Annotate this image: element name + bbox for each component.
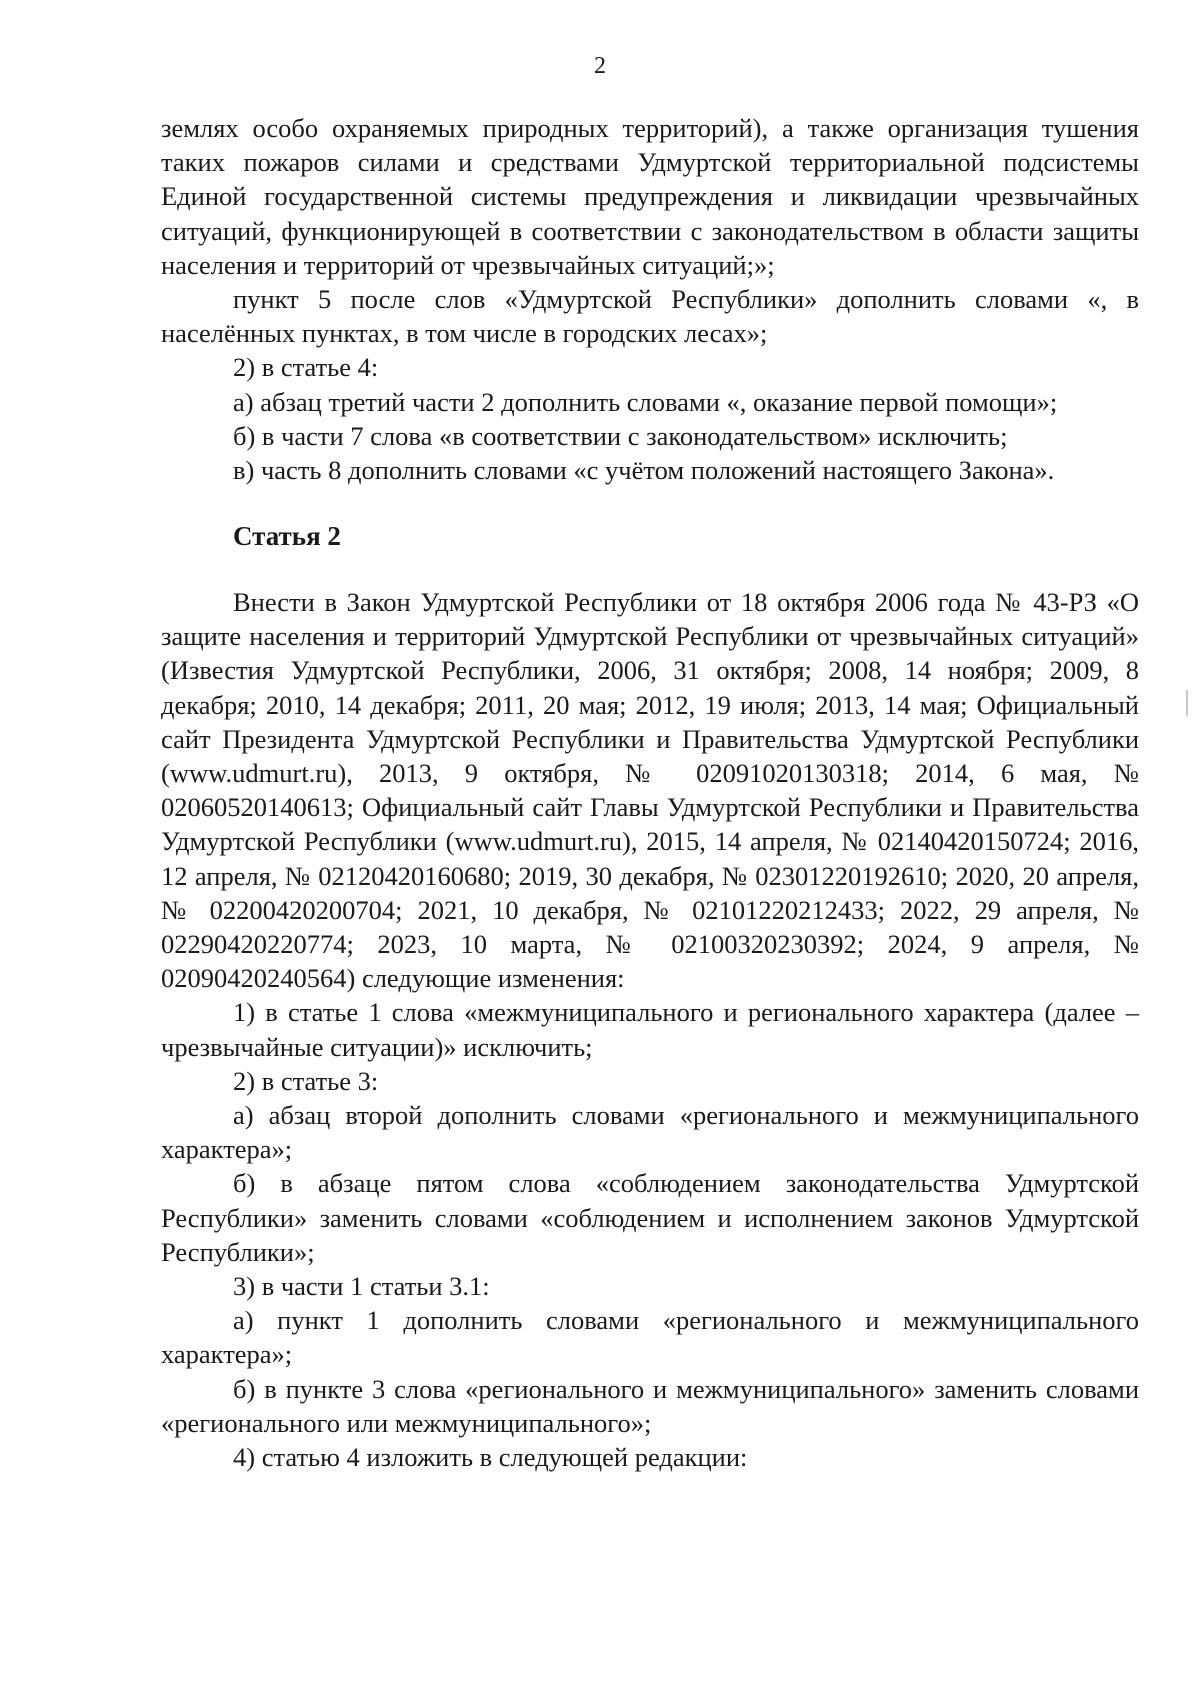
paragraph: б) в абзаце пятом слова «соблюдением законодательства Удмуртской Республики» заменить словами «соблюдением и исполнением законов Удмуртской Республики»; bbox=[161, 1168, 1139, 1267]
paragraph: 2) в статье 3: bbox=[233, 1065, 379, 1096]
paragraph: пункт 5 после слов «Удмуртской Республики» дополнить словами «, в населённых пунктах, в том числе в городских лесах»; bbox=[161, 284, 1139, 349]
paragraph: 4) статью 4 изложить в следующей редакции: bbox=[233, 1442, 748, 1473]
page-number: 2 bbox=[594, 53, 606, 79]
paragraph: б) в пункте 3 слова «регионального и межмуниципального» заменить словами «регионального или межмуниципального»; bbox=[161, 1373, 1139, 1438]
paragraph: б) в части 7 слова «в соответствии с законодательством» исключить; bbox=[233, 420, 1008, 451]
article-2-body bbox=[161, 585, 1139, 1474]
scan-artifact-mark bbox=[1186, 690, 1188, 716]
paragraph: а) абзац третий части 2 дополнить словами «, оказание первой помощи»; bbox=[233, 386, 1058, 417]
paragraph: Внести в Закон Удмуртской Республики от 18 октября 2006 года № 43-РЗ «О защите населения и территорий Удмуртской Республики от чрезвычайных ситуаций» (Известия Удмуртской Республики, 2006, 31 октября; 2008, 14 ноября; 2009, 8 декабря; 2010, 14 декабря; 2011, 20 мая; 2012, 19 июля; 2013, 14 мая; Официальный сайт Президента Удмуртской Республики и Правительства Удмуртской Республики (www.udmurt.ru), 2013, 9 октября, № 02091020130318; 2014, 6 мая, № 02060520140613; Официальный сайт Главы Удмуртской Республики и Правительства Удмуртской Республики (www.udmurt.ru), 2015, 14 апреля, № 02140420150724; 2016, 12 апреля, № 02120420160680; 2019, 30 декабря, № 02301220192610; 2020, 20 апреля, № 02200420200704; 2021, 10 декабря, № 02101220212433; 2022, 29 апреля, № 02290420220774; 2023, 10 марта, № 02100320230392; 2024, 9 апреля, № 02090420240564) следующие изменения: bbox=[161, 587, 1139, 994]
paragraph: 2) в статье 4: bbox=[233, 352, 379, 383]
article-heading: Статья 2 bbox=[233, 521, 341, 551]
article-1-continuation bbox=[161, 111, 1139, 487]
paragraph: в) часть 8 дополнить словами «с учётом положений настоящего Закона». bbox=[233, 455, 1055, 486]
paragraph: 3) в части 1 статьи 3.1: bbox=[233, 1271, 490, 1302]
paragraph: а) абзац второй дополнить словами «регионального и межмуниципального характера»; bbox=[161, 1100, 1139, 1165]
paragraph: землях особо охраняемых природных территорий), а также организация тушения таких пожаров силами и средствами Удмуртской территориальной подсистемы Единой государственной системы предупреждения и ликвидации чрезвычайных ситуаций, функционирующей в соответствии с законодательством в области защиты населения и территорий от чрезвычайных ситуаций;»; bbox=[161, 113, 1139, 280]
paragraph: а) пункт 1 дополнить словами «регионального и межмуниципального характера»; bbox=[161, 1305, 1139, 1370]
paragraph: 1) в статье 1 слова «межмуниципального и регионального характера (далее – чрезвычайные ситуации)» исключить; bbox=[161, 997, 1139, 1062]
